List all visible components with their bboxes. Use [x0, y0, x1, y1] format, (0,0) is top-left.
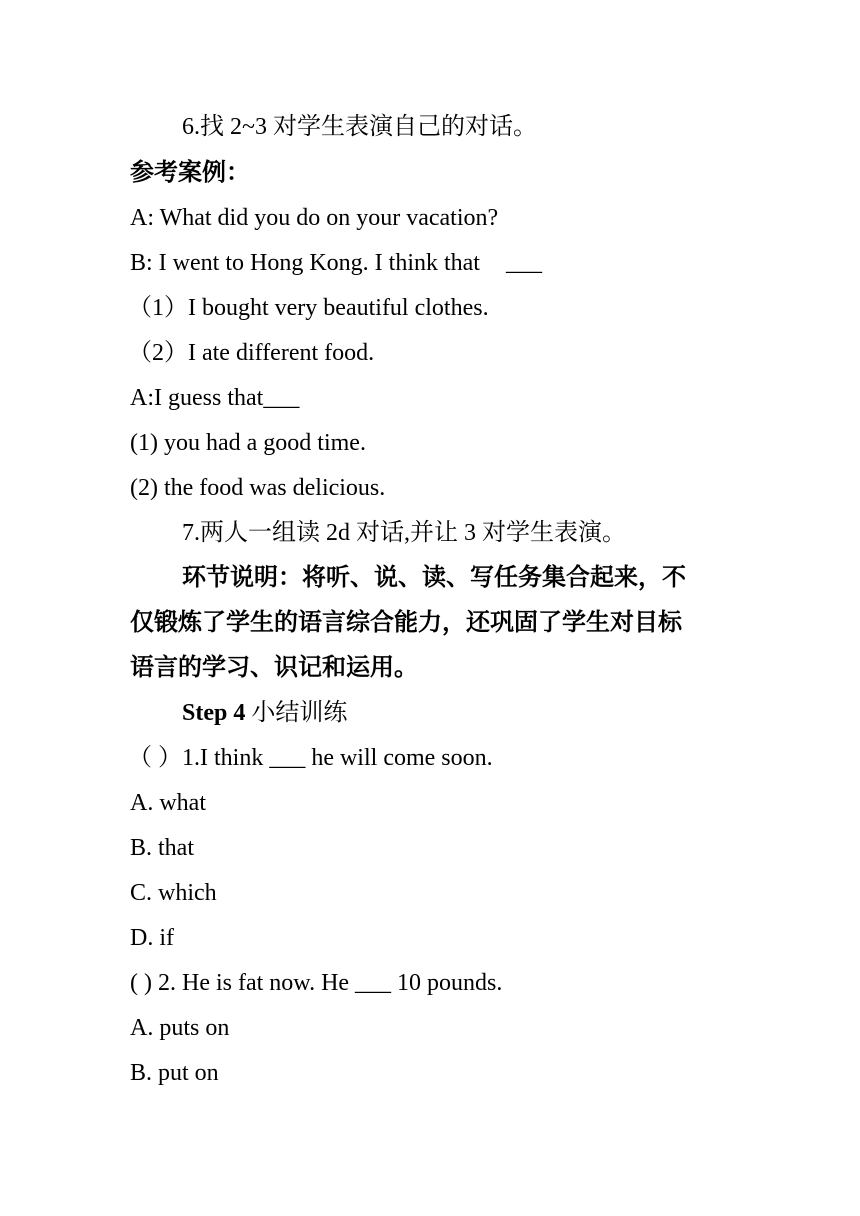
section-note-line-2: 仅锻炼了学生的语言综合能力，还巩固了学生对目标	[130, 610, 682, 636]
step-4-heading	[182, 698, 347, 728]
reference-example-heading: 参考案例：	[130, 160, 250, 186]
exercise-question-1: （ ）1.I think ___ he will come soon.	[128, 745, 493, 771]
dialogue-blank: ___	[505, 250, 542, 276]
dialogue-line-a1: A: What did you do on your vacation?	[130, 205, 499, 231]
question-1-option-a: A. what	[130, 790, 206, 816]
dialogue-line-b1	[130, 248, 542, 278]
question-2-option-a: A. puts on	[130, 1015, 230, 1041]
exercise-question-2: ( ) 2. He is fat now. He ___ 10 pounds.	[130, 970, 503, 996]
dialogue-line-b1-text: B: I went to Hong Kong. I think that	[130, 250, 480, 276]
step-4-label: Step 4	[182, 700, 246, 726]
step-item-7: 7.两人一组读 2d 对话,并让 3 对学生表演。	[182, 520, 626, 546]
section-note-line-1: 环节说明：将听、说、读、写任务集合起来，不	[182, 565, 686, 591]
dialogue-response-2: (2) the food was delicious.	[130, 475, 386, 501]
step-item-6: 6.找 2~3 对学生表演自己的对话。	[182, 114, 537, 140]
dialogue-response-1: (1) you had a good time.	[130, 430, 366, 456]
dialogue-option-2: （2）I ate different food.	[128, 340, 375, 366]
section-note-line-3: 语言的学习、识记和运用。	[130, 655, 418, 681]
question-1-option-c: C. which	[130, 880, 217, 906]
dialogue-option-1: （1）I bought very beautiful clothes.	[128, 295, 489, 321]
step-4-title: 小结训练	[245, 700, 348, 726]
question-1-option-b: B. that	[130, 835, 194, 861]
question-2-option-b: B. put on	[130, 1060, 219, 1086]
dialogue-line-a2: A:I guess that___	[130, 385, 300, 411]
question-1-option-d: D. if	[130, 925, 174, 951]
